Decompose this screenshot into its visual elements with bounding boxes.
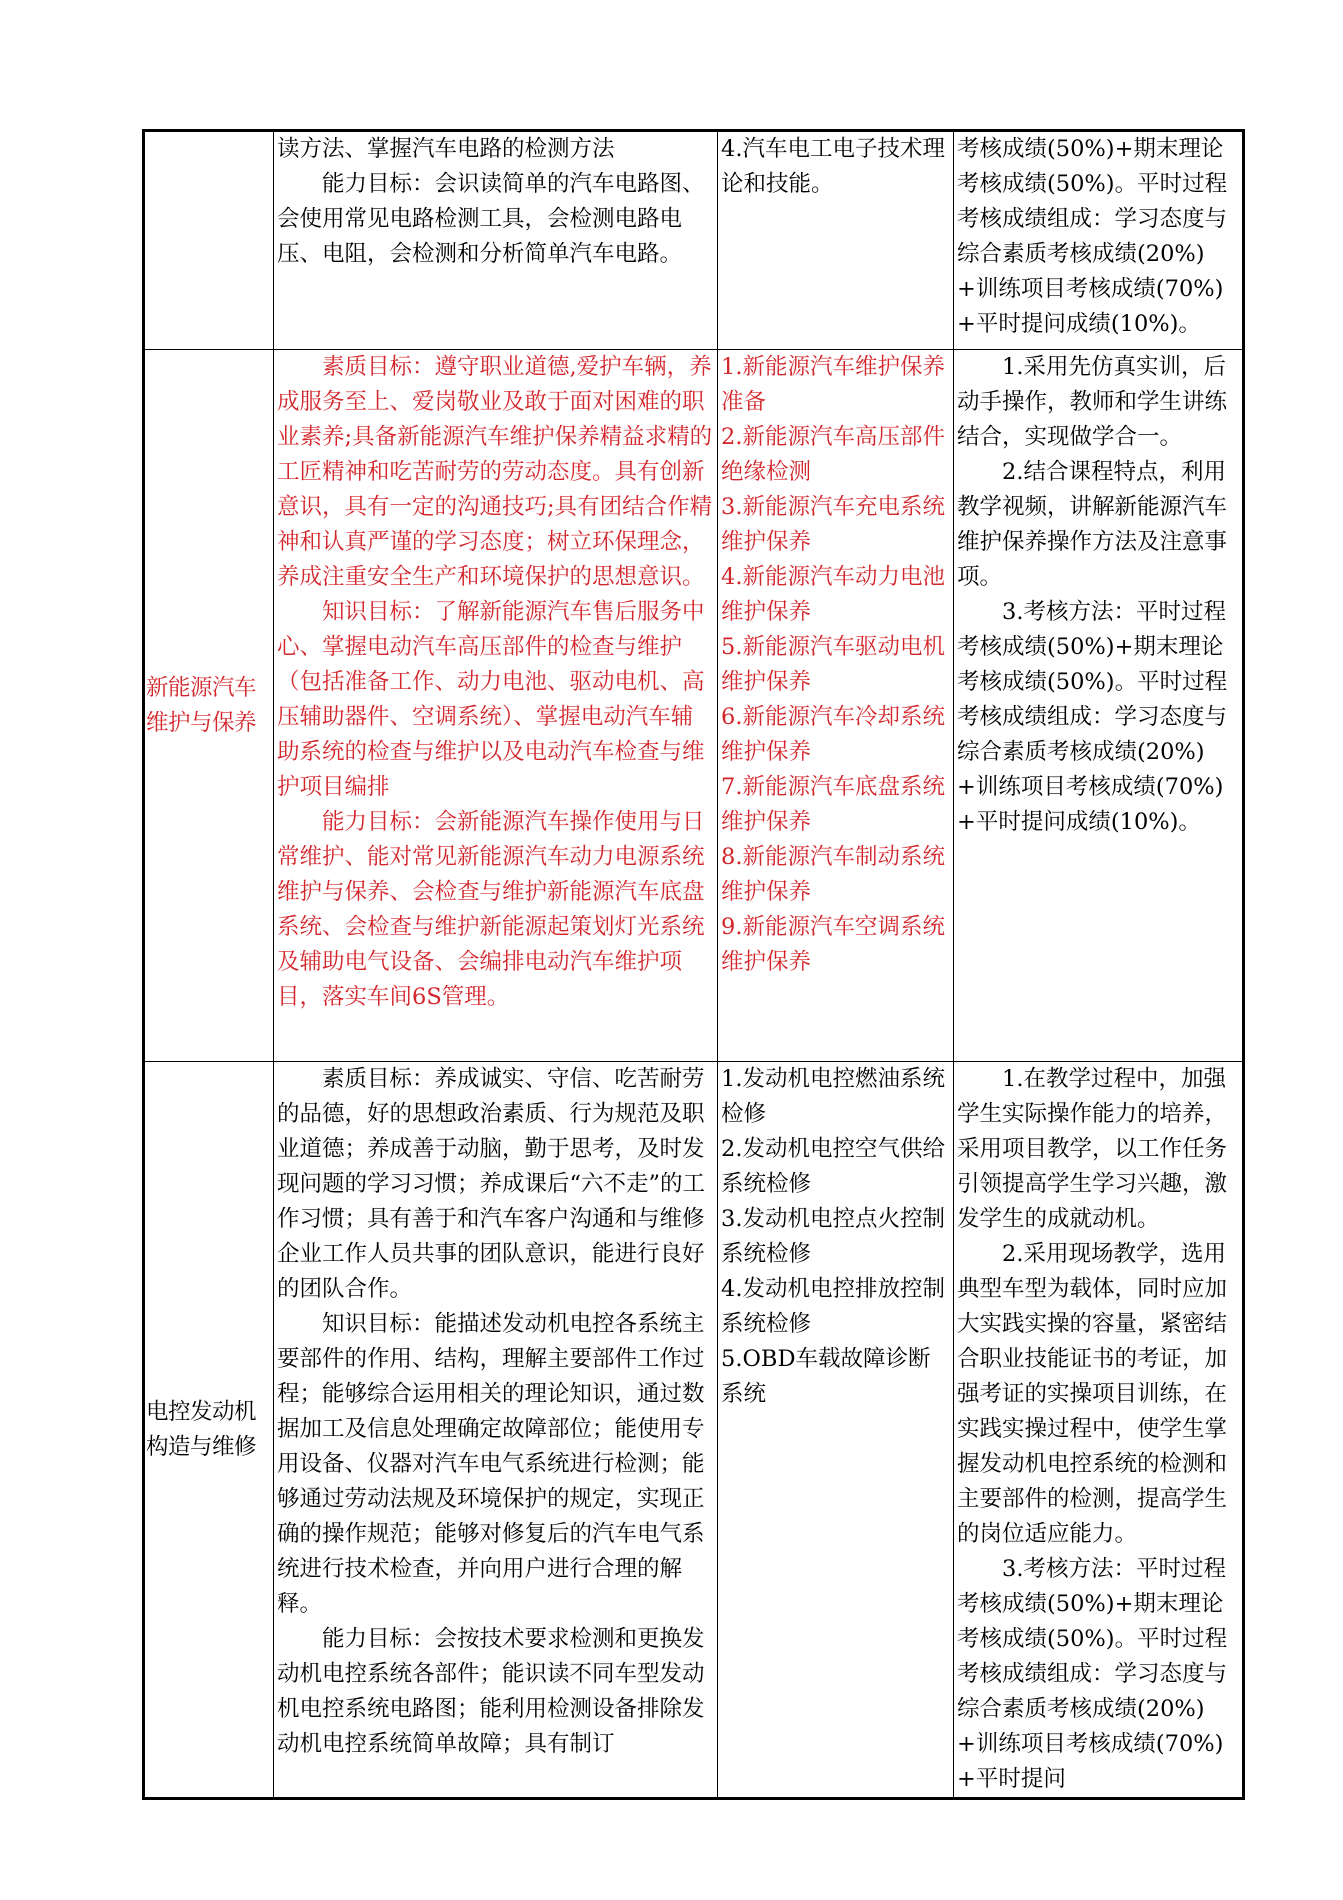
course-table [142,129,1245,1800]
goal-paragraph: 读方法、掌握汽车电路的检测方法 [277,136,615,162]
content-item: 6.新能源汽车冷却系统维护保养 [721,704,945,765]
method-paragraph: 1.采用先仿真实训，后动手操作，教师和学生讲练结合，实现做学合一。 [957,354,1228,450]
content-item: 4.发动机电控排放控制系统检修 [721,1276,945,1337]
content-item: 1.新能源汽车维护保养准备 [721,354,945,415]
content-item: 5.OBD车载故障诊断系统 [721,1346,931,1407]
method-paragraph: 2.采用现场教学，选用典型车型为载体，同时应加大实践实操的容量，紧密结合职业技能证书的考证，加强考证的实操项目训练，在实践实操过程中，使学生掌握发动机电控系统的检测和主要部件的检测，提高学生的岗位适应能力。 [957,1241,1228,1547]
content-item: 2.发动机电控空气供给系统检修 [721,1136,945,1197]
table-row [144,1062,1244,1799]
content-item: 5.新能源汽车驱动电机维护保养 [721,634,945,695]
course-name-cell: 新能源汽车维护与保养 [144,350,274,1062]
content-item: 3.发动机电控点火控制系统检修 [721,1206,945,1267]
content-item: 4.汽车电工电子技术理论和技能。 [721,136,945,197]
method-paragraph: 2.结合课程特点，利用教学视频，讲解新能源汽车维护保养操作方法及注意事项。 [957,459,1228,590]
content-item: 4.新能源汽车动力电池维护保养 [721,564,945,625]
goal-paragraph: 知识目标：能描述发动机电控各系统主要部件的作用、结构，理解主要部件工作过程；能够综合运用相关的理论知识，通过数据加工及信息处理确定故障部位；能使用专用设备、仪器对汽车电气系统进行检测；能够通过劳动法规及环境保护的规定，实现正确的操作规范；能够对修复后的汽车电气系统进行技术检查，并向用户进行合理的解释。 [277,1311,705,1617]
method-paragraph: 考核成绩(50%)+期末理论考核成绩(50%)。平时过程考核成绩组成：学习态度与综合素质考核成绩(20%)+训练项目考核成绩(70%)+平时提问成绩(10%)。 [957,136,1228,337]
table-row [144,131,1244,350]
course-goals-cell [274,350,718,1062]
teaching-method-cell [954,1062,1244,1799]
course-name-cell: 电控发动机构造与维修 [144,1062,274,1799]
content-item: 1.发动机电控燃油系统检修 [721,1066,945,1127]
content-item: 2.新能源汽车高压部件绝缘检测 [721,424,945,485]
course-name-cell [144,131,274,350]
method-paragraph: 1.在教学过程中，加强学生实际操作能力的培养，采用项目教学，以工作任务引领提高学生学习兴趣，激发学生的成就动机。 [957,1066,1228,1232]
goal-paragraph: 能力目标：会识读简单的汽车电路图、会使用常见电路检测工具，会检测电路电压、电阻，会检测和分析简单汽车电路。 [277,171,705,267]
content-item: 3.新能源汽车充电系统维护保养 [721,494,945,555]
table-row [144,350,1244,1062]
course-content-cell [718,350,954,1062]
teaching-method-cell [954,131,1244,350]
course-content-cell [718,1062,954,1799]
course-content-cell [718,131,954,350]
goal-paragraph: 素质目标：遵守职业道德,爱护车辆，养成服务至上、爱岗敬业及敢于面对困难的职业素养;具备新能源汽车维护保养精益求精的工匠精神和吃苦耐劳的劳动态度。具有创新意识，具有一定的沟通技巧;具有团结合作精神和认真严谨的学习态度；树立环保理念，养成注重安全生产和环境保护的思想意识。 [277,354,713,590]
teaching-method-cell [954,350,1244,1062]
content-item: 9.新能源汽车空调系统维护保养 [721,914,945,975]
course-goals-cell [274,131,718,350]
goal-paragraph: 知识目标：了解新能源汽车售后服务中心、掌握电动汽车高压部件的检查与维护（包括准备工作、动力电池、驱动电机、高压辅助器件、空调系统）、掌握电动汽车辅助系统的检查与维护以及电动汽车检查与维护项目编排 [277,599,705,800]
goal-paragraph: 能力目标：会新能源汽车操作使用与日常维护、能对常见新能源汽车动力电源系统维护与保养、会检查与维护新能源汽车底盘系统、会检查与维护新能源起策划灯光系统及辅助电气设备、会编排电动汽车维护项目，落实车间6S管理。 [277,809,705,1010]
goal-paragraph: 能力目标：会按技术要求检测和更换发动机电控系统各部件；能识读不同车型发动机电控系统电路图；能利用检测设备排除发动机电控系统简单故障；具有制订 [277,1626,705,1757]
course-goals-cell [274,1062,718,1799]
content-item: 8.新能源汽车制动系统维护保养 [721,844,945,905]
method-paragraph: 3.考核方法：平时过程考核成绩(50%)+期末理论考核成绩(50%)。平时过程考核成绩组成：学习态度与综合素质考核成绩(20%)+训练项目考核成绩(70%)+平时提问成绩(10%)。 [957,599,1228,835]
content-item: 7.新能源汽车底盘系统维护保养 [721,774,945,835]
goal-paragraph: 素质目标：养成诚实、守信、吃苦耐劳的品德，好的思想政治素质、行为规范及职业道德；养成善于动脑，勤于思考，及时发现问题的学习习惯；养成课后“六不走”的工作习惯；具有善于和汽车客户沟通和与维修企业工作人员共事的团队意识，能进行良好的团队合作。 [277,1066,706,1302]
method-paragraph: 3.考核方法：平时过程考核成绩(50%)+期末理论考核成绩(50%)。平时过程考核成绩组成：学习态度与综合素质考核成绩(20%)+训练项目考核成绩(70%)+平时提问 [957,1556,1228,1792]
